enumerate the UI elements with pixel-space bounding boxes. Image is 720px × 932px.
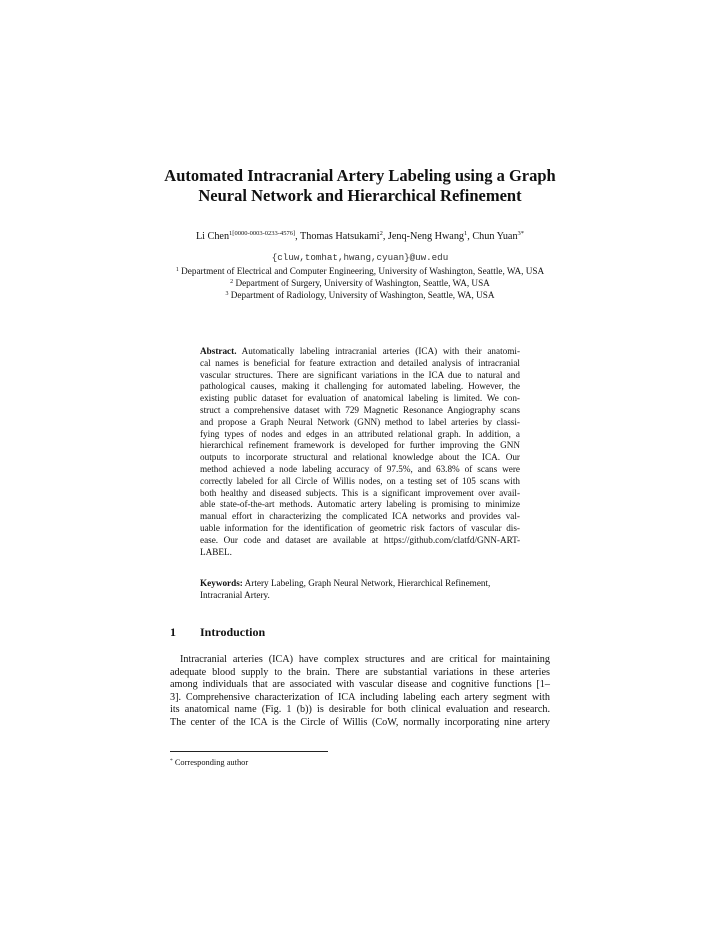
author-name: Li Chen [195, 231, 230, 242]
affiliation [150, 277, 570, 289]
author-mark: 3* [517, 230, 525, 237]
section-title: Introduction [200, 625, 266, 639]
abstract-line: cal names is beneficial for feature extraction and detailed analysis of intracranial [200, 357, 520, 368]
footnote-rule [170, 751, 328, 752]
abstract-line: uable information for the identification of geometric risk factors of vascular dis- [200, 522, 520, 533]
abstract-line: able state-of-the-art methods. Automatic artery labeling is promising to minimize [200, 499, 520, 510]
abstract-line: manual effort in characterizing the complicated ICA networks and provides val- [200, 511, 520, 522]
paper-title [150, 166, 570, 206]
abstract-label: Abstract. [200, 346, 237, 356]
abstract-line: ease. Our code and dataset are available at https://github.com/clatfd/GNN-ART- [200, 534, 520, 545]
abstract-line: pathological causes, making it challenging for automated labeling. However, the [200, 381, 520, 392]
title-line-1: Automated Intracranial Artery Labeling using a Graph [164, 166, 556, 185]
intro-line: among individuals that are associated with vascular disease and cognitive functions [1– [170, 679, 550, 691]
section-heading [170, 624, 550, 640]
abstract-line: correctly labeled for all Circle of Willis nodes, on a testing set of 105 scans with [200, 475, 520, 486]
affiliation [150, 265, 570, 277]
author-name: Jenq-Neng Hwang [387, 231, 465, 242]
keywords [200, 578, 520, 602]
title-line-2: Neural Network and Hierarchical Refinement [198, 186, 522, 205]
intro-line: Intracranial arteries (ICA) have complex structures and are critical for maintaining [180, 654, 550, 665]
intro-paragraph [170, 654, 550, 730]
affiliation-text: Department of Electrical and Computer Engineering, University of Washington, Seattle, WA, USA [181, 266, 545, 276]
affiliation-mark: 3 [225, 291, 229, 297]
keywords-line: Keywords: Artery Labeling, Graph Neural Network, Hierarchical Refinement, [200, 578, 491, 588]
author-mark: 1 [464, 230, 468, 237]
abstract-line: struct a comprehensive dataset with 729 Magnetic Resonance Angiography scans [200, 404, 520, 415]
keywords-line: Intracranial Artery. [200, 589, 270, 600]
author-mark: 2 [379, 230, 383, 237]
abstract-line: both healthy and diseased subjects. This is a significant improvement over avail- [200, 487, 520, 498]
footnote-mark: * [170, 758, 173, 764]
keywords-label: Keywords: [200, 578, 243, 588]
abstract [200, 346, 520, 558]
footnote-text: Corresponding author [174, 758, 249, 767]
author-list: Li Chen$^{1[0000-0003-0233-4576]}$, Thomas Hatsukami$^2$, Jenq-Neng Hwang$^1$, Chun Yuan$^{3*}$ [195, 230, 525, 242]
affiliation-text: Department of Radiology, University of Washington, Seattle, WA, USA [230, 290, 495, 300]
abstract-line: fying types of nodes and edges in an attributed relational graph. In addition, a [200, 428, 520, 439]
abstract-line: outputs to incorporate structural and relational knowledge about the ICA. Our [200, 452, 520, 463]
abstract-line: and propose a Graph Neural Network (GNN) method to label arteries by classi- [200, 416, 520, 427]
intro-line: 3]. Comprehensive characterization of ICA including labeling each artery segment with [170, 691, 550, 703]
intro-line: The center of the ICA is the Circle of Willis (CoW, normally incorporating nine artery [170, 716, 550, 728]
abstract-line: Abstract. Automatically labeling intracranial arteries (ICA) with their anatomi- [200, 346, 521, 356]
intro-line: adequate blood supply to the brain. There are substantial variations in these arteries [170, 666, 550, 678]
abstract-line: LABEL. [200, 546, 232, 557]
author-name: Thomas Hatsukami [300, 231, 380, 242]
abstract-line: existing public dataset for evaluation of anatomical labeling is limited. We con- [200, 393, 520, 404]
affiliations [150, 265, 570, 301]
intro-line: its anatomical name (Fig. 1 (b)) is desirable for both clinical evaluation and research. [170, 704, 550, 716]
affiliation-text: Department of Surgery, University of Washington, Seattle, WA, USA [235, 278, 490, 288]
abstract-line: method achieved a node labeling accuracy of 97.5%, and 63.8% of scans were [200, 463, 520, 474]
footnote [170, 757, 550, 768]
affiliation [150, 289, 570, 301]
author-mark: 1[0000-0003-0233-4576] [229, 230, 296, 237]
abstract-line: hierarchical refinement framework is developed for further improving the GNN [200, 440, 520, 451]
abstract-line: vascular structures. There are significant variations in the ICA due to natural and [200, 369, 520, 380]
author-emails: {cluw,tomhat,hwang,cyuan}@uw.edu [271, 252, 449, 263]
section-number: 1 [170, 625, 176, 639]
author-name: Chun Yuan [472, 231, 518, 242]
affiliation-mark: 1 [175, 267, 179, 273]
affiliation-mark: 2 [230, 279, 234, 285]
